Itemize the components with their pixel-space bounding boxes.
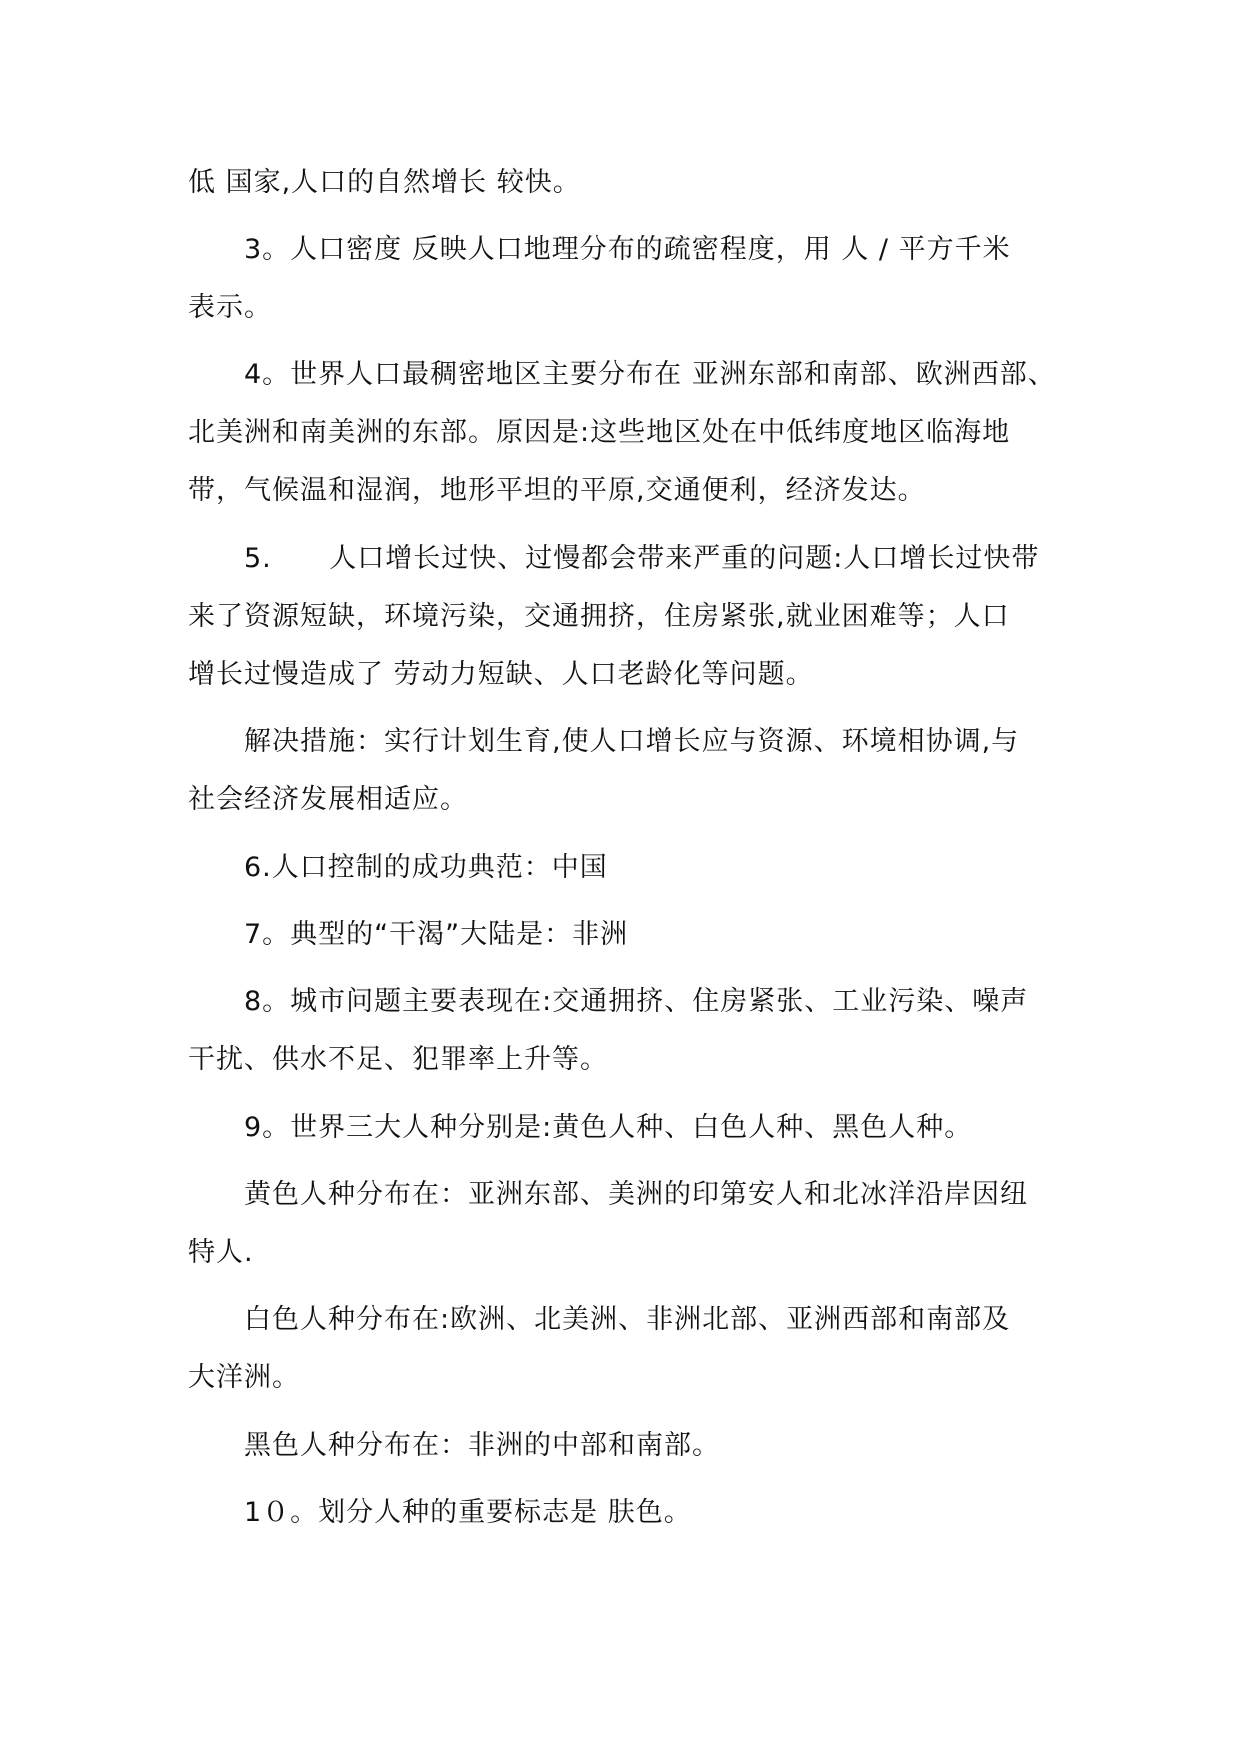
text-line-19: 白色人种分布在:欧洲、北美洲、非洲北部、亚洲西部和南部及 bbox=[244, 1304, 1011, 1335]
text-line-20: 大洋洲。 bbox=[188, 1362, 300, 1393]
text-line-8: 来了资源短缺，环境污染，交通拥挤，住房紧张,就业困难等；人口 bbox=[188, 601, 1010, 632]
text-line-22: 1０。划分人种的重要标志是 肤色。 bbox=[244, 1497, 692, 1528]
text-line-9: 增长过慢造成了 劳动力短缺、人口老龄化等问题。 bbox=[188, 659, 814, 690]
text-line-11: 社会经济发展相适应。 bbox=[188, 784, 468, 815]
text-line-17: 黄色人种分布在：亚洲东部、美洲的印第安人和北冰洋沿岸因纽 bbox=[244, 1179, 1028, 1210]
text-line-18: 特人. bbox=[188, 1237, 254, 1268]
text-line-10: 解决措施：实行计划生育,使人口增长应与资源、环境相协调,与 bbox=[244, 726, 1020, 757]
text-line-4: 4。世界人口最稠密地区主要分布在 亚洲东部和南部、欧洲西部、 bbox=[244, 359, 1056, 390]
text-line-7: 5. 人口增长过快、过慢都会带来严重的问题:人口增长过快带 bbox=[244, 543, 1040, 574]
text-line-21: 黑色人种分布在：非洲的中部和南部。 bbox=[244, 1430, 720, 1461]
text-line-3: 表示。 bbox=[188, 292, 272, 323]
text-line-16: 9。世界三大人种分别是:黄色人种、白色人种、黑色人种。 bbox=[244, 1112, 973, 1143]
text-line-6: 带，气候温和湿润，地形平坦的平原,交通便利，经济发达。 bbox=[188, 475, 926, 506]
text-line-1: 低 国家,人口的自然增长 较快。 bbox=[188, 167, 581, 198]
text-line-13: 7。典型的“干渴”大陆是：非洲 bbox=[244, 919, 629, 950]
text-line-5: 北美洲和南美洲的东部。原因是:这些地区处在中低纬度地区临海地 bbox=[188, 417, 1011, 448]
text-line-14: 8。城市问题主要表现在:交通拥挤、住房紧张、工业污染、噪声 bbox=[244, 986, 1029, 1017]
text-line-12: 6.人口控制的成功典范：中国 bbox=[244, 852, 608, 883]
text-line-2: 3。人口密度 反映人口地理分布的疏密程度，用 人 / 平方千米 bbox=[244, 234, 1011, 265]
text-line-15: 干扰、供水不足、犯罪率上升等。 bbox=[188, 1044, 608, 1075]
